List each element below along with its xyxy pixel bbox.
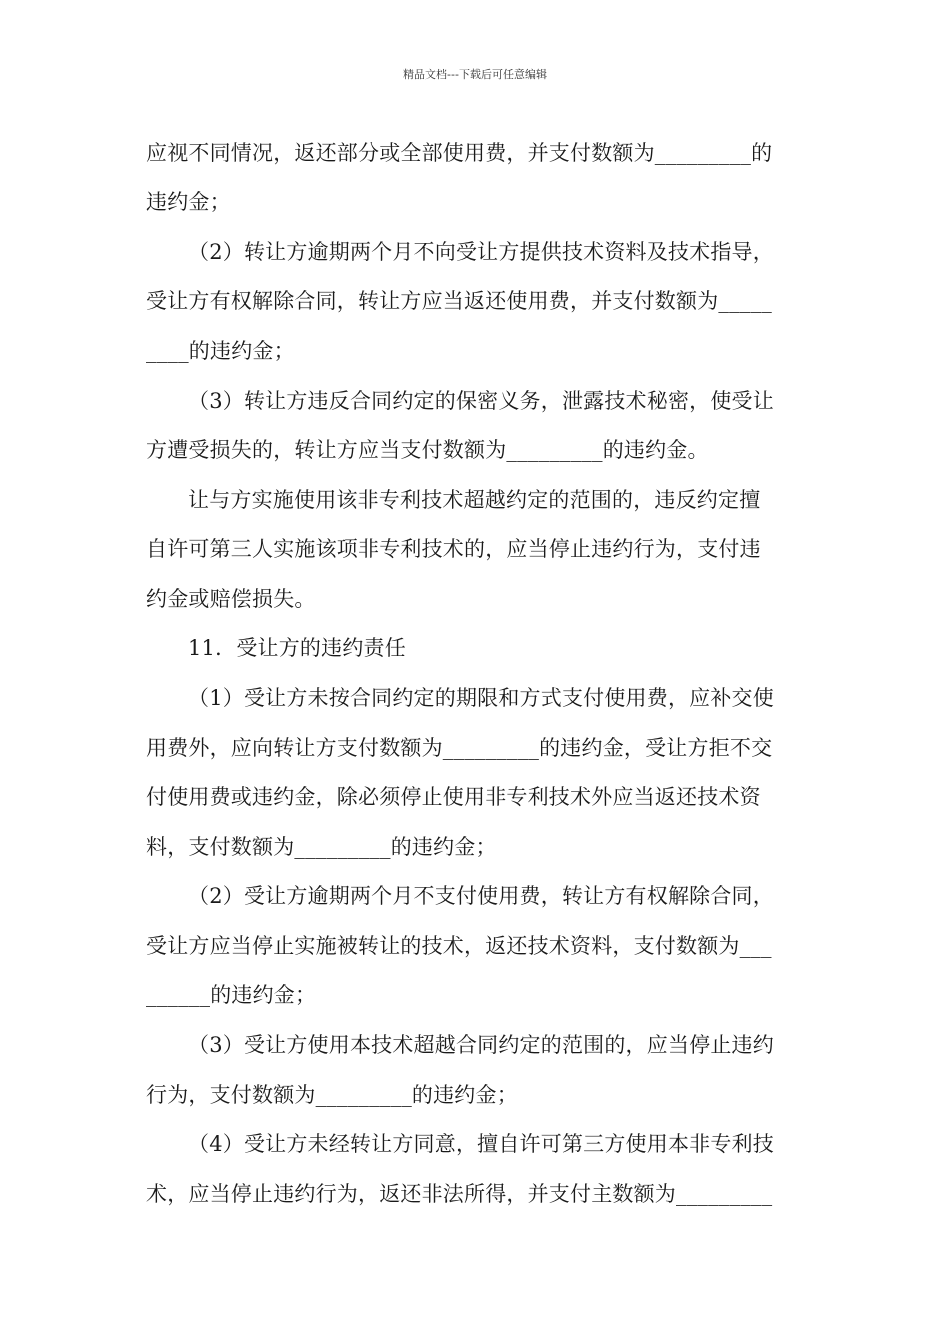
body-line: 违约金； bbox=[146, 190, 231, 214]
body-line: （3）转让方违反合同约定的保密义务，泄露技术秘密，使受让 bbox=[188, 389, 774, 413]
body-line: 让与方实施使用该非专利技术超越约定的范围的，违反约定擅 bbox=[188, 488, 761, 512]
body-line: （3）受让方使用本技术超越合同约定的范围的，应当停止违约 bbox=[188, 1033, 774, 1057]
body-line: 自许可第三人实施该项非专利技术的，应当停止违约行为，支付违 bbox=[146, 537, 761, 561]
body-line: ____的违约金； bbox=[146, 339, 295, 363]
body-line: 方遭受损失的，转让方应当支付数额为_________的违约金。 bbox=[146, 438, 709, 462]
body-line: （4）受让方未经转让方同意，擅自许可第三方使用本非专利技 bbox=[188, 1132, 774, 1156]
body-line: （2）受让方逾期两个月不支付使用费，转让方有权解除合同， bbox=[188, 884, 774, 908]
body-line: 应视不同情况，返还部分或全部使用费，并支付数额为_________的 bbox=[146, 141, 773, 165]
body-line: ______的违约金； bbox=[146, 983, 317, 1007]
body-line: 受让方应当停止实施被转让的技术，返还技术资料，支付数额为___ bbox=[146, 934, 772, 958]
section-heading: 11．受让方的违约责任 bbox=[188, 636, 406, 660]
body-line: 行为，支付数额为_________的违约金； bbox=[146, 1083, 518, 1107]
body-line: 料，支付数额为_________的违约金； bbox=[146, 835, 497, 859]
body-line: 用费外，应向转让方支付数额为_________的违约金，受让方拒不交 bbox=[146, 736, 773, 760]
body-line: 术，应当停止违约行为，返还非法所得，并支付主数额为_________ bbox=[146, 1182, 773, 1206]
body-line: （2）转让方逾期两个月不向受让方提供技术资料及技术指导， bbox=[188, 240, 774, 264]
body-line: 约金或赔偿损失。 bbox=[146, 587, 316, 611]
body-line: 受让方有权解除合同，转让方应当返还使用费，并支付数额为_____ bbox=[146, 289, 772, 313]
body-line: （1）受让方未按合同约定的期限和方式支付使用费，应补交使 bbox=[188, 686, 774, 710]
page-header: 精品文档---下载后可任意编辑 bbox=[403, 68, 547, 81]
body-line: 付使用费或违约金，除必须停止使用非专利技术外应当返还技术资 bbox=[146, 785, 761, 809]
